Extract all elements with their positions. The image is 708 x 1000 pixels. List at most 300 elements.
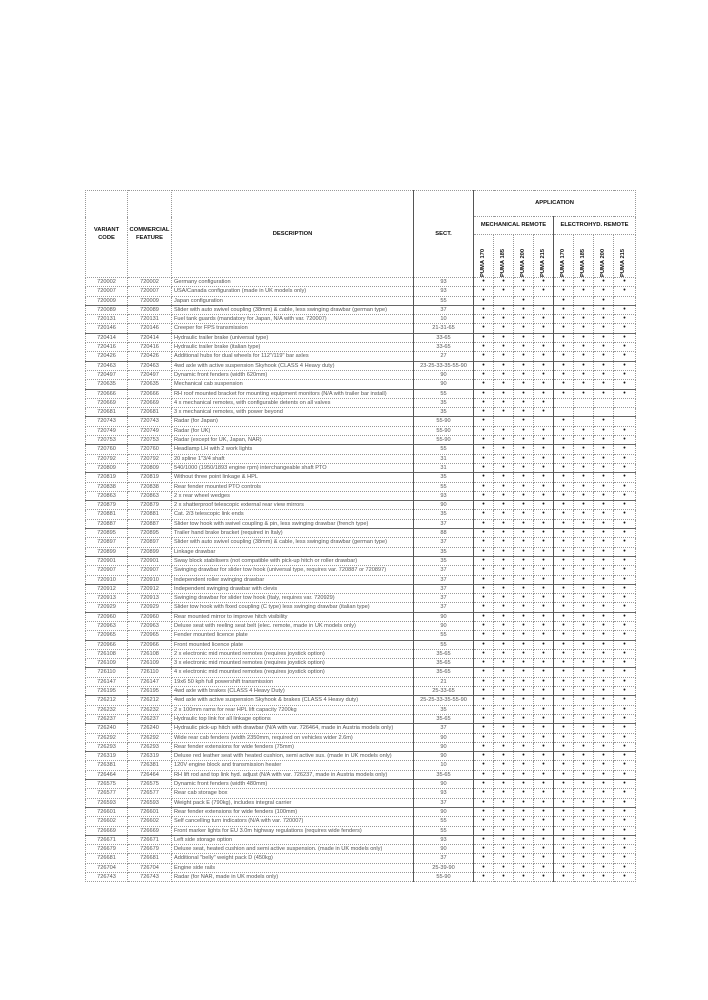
commercial-feature-cell: 720929 bbox=[128, 603, 172, 612]
application-cell: • bbox=[574, 278, 594, 287]
application-cell: • bbox=[514, 519, 534, 528]
application-cell: • bbox=[574, 361, 594, 370]
application-cell: • bbox=[534, 696, 554, 705]
application-cell: • bbox=[614, 380, 636, 389]
description-cell: Radar (except for UK, Japan, NAR) bbox=[172, 436, 414, 445]
sect-cell: 35 bbox=[414, 556, 474, 565]
application-cell: • bbox=[534, 705, 554, 714]
application-cell: • bbox=[494, 380, 514, 389]
application-cell: • bbox=[494, 408, 514, 417]
application-cell: • bbox=[554, 389, 574, 398]
application-cell: • bbox=[474, 621, 494, 630]
table-row bbox=[86, 640, 636, 649]
table-row bbox=[86, 659, 636, 668]
sect-cell: 35-65 bbox=[414, 649, 474, 658]
commercial-feature-cell: 720963 bbox=[128, 621, 172, 630]
application-cell: • bbox=[594, 445, 614, 454]
application-cell: • bbox=[614, 696, 636, 705]
application-cell: • bbox=[514, 714, 534, 723]
table-row bbox=[86, 296, 636, 305]
application-cell: • bbox=[594, 370, 614, 379]
header-variant-code: VARIANT CODE bbox=[86, 191, 128, 278]
application-cell: • bbox=[514, 501, 534, 510]
sect-cell: 33-65 bbox=[414, 343, 474, 352]
variant-code-cell: 720895 bbox=[86, 529, 128, 538]
application-cell: • bbox=[494, 603, 514, 612]
application-cell: • bbox=[514, 631, 534, 640]
sect-cell: 37 bbox=[414, 594, 474, 603]
application-cell: • bbox=[554, 733, 574, 742]
table-row bbox=[86, 352, 636, 361]
table-row bbox=[86, 519, 636, 528]
table-row bbox=[86, 566, 636, 575]
application-cell: • bbox=[534, 315, 554, 324]
description-cell: Front mounted licence plate bbox=[172, 640, 414, 649]
application-cell: • bbox=[594, 863, 614, 872]
table-row bbox=[86, 631, 636, 640]
application-cell: • bbox=[514, 380, 534, 389]
sect-cell: 90 bbox=[414, 380, 474, 389]
application-cell: • bbox=[534, 566, 554, 575]
application-cell: • bbox=[494, 547, 514, 556]
application-cell: • bbox=[514, 687, 534, 696]
application-cell: • bbox=[474, 705, 494, 714]
application-cell: • bbox=[474, 324, 494, 333]
application-cell: • bbox=[534, 482, 554, 491]
application-cell: • bbox=[594, 305, 614, 314]
table-row bbox=[86, 398, 636, 407]
description-cell: USA/Canada configuration (made in UK models only) bbox=[172, 287, 414, 296]
application-cell: • bbox=[554, 501, 574, 510]
sect-cell: 35 bbox=[414, 408, 474, 417]
application-cell: • bbox=[574, 714, 594, 723]
variant-code-cell: 720089 bbox=[86, 305, 128, 314]
variant-application-table bbox=[85, 190, 636, 882]
variant-code-cell: 720002 bbox=[86, 278, 128, 287]
description-cell: 20 spline 1"3/4 shaft bbox=[172, 454, 414, 463]
sect-cell: 37 bbox=[414, 724, 474, 733]
variant-code-cell: 720635 bbox=[86, 380, 128, 389]
application-cell: • bbox=[554, 315, 574, 324]
application-cell: • bbox=[574, 640, 594, 649]
description-cell: 4wd axle with active suspension Skyhook (CLASS 4 Heavy duty) bbox=[172, 361, 414, 370]
application-cell: • bbox=[574, 603, 594, 612]
application-cell: • bbox=[614, 519, 636, 528]
description-cell: 2 x 100mm rams for rear HPL lift capacity 7200kg bbox=[172, 705, 414, 714]
variant-code-cell: 726602 bbox=[86, 817, 128, 826]
application-cell: • bbox=[514, 538, 534, 547]
application-cell: • bbox=[554, 436, 574, 445]
application-cell: • bbox=[554, 333, 574, 342]
description-cell: Slider tow hook with swivel coupling & pin, less swinging drawbar (french type) bbox=[172, 519, 414, 528]
application-cell: • bbox=[494, 677, 514, 686]
application-cell: • bbox=[534, 287, 554, 296]
application-cell: • bbox=[474, 333, 494, 342]
commercial-feature-cell: 726212 bbox=[128, 696, 172, 705]
commercial-feature-cell: 720895 bbox=[128, 529, 172, 538]
application-cell: • bbox=[554, 296, 574, 305]
application-cell: • bbox=[594, 417, 614, 426]
application-cell: • bbox=[534, 621, 554, 630]
sect-cell: 55 bbox=[414, 631, 474, 640]
application-cell: • bbox=[514, 668, 534, 677]
sect-cell: 55 bbox=[414, 445, 474, 454]
commercial-feature-cell: 720887 bbox=[128, 519, 172, 528]
application-cell: • bbox=[554, 854, 574, 863]
variant-code-cell: 720965 bbox=[86, 631, 128, 640]
application-cell: • bbox=[534, 333, 554, 342]
description-cell: Weight pack E (790kg), includes integral carrier bbox=[172, 798, 414, 807]
application-cell: • bbox=[474, 845, 494, 854]
application-cell: • bbox=[574, 315, 594, 324]
header-application: APPLICATION bbox=[474, 191, 636, 217]
application-cell: • bbox=[474, 807, 494, 816]
application-cell: • bbox=[494, 761, 514, 770]
sect-cell: 21-31-65 bbox=[414, 324, 474, 333]
commercial-feature-cell: 726671 bbox=[128, 835, 172, 844]
application-cell: • bbox=[514, 361, 534, 370]
description-cell: Fender mounted licence plate bbox=[172, 631, 414, 640]
sect-cell: 90 bbox=[414, 501, 474, 510]
application-cell: • bbox=[534, 807, 554, 816]
commercial-feature-cell: 720681 bbox=[128, 408, 172, 417]
commercial-feature-cell: 720635 bbox=[128, 380, 172, 389]
application-cell: • bbox=[494, 631, 514, 640]
application-cell: • bbox=[534, 603, 554, 612]
sect-cell: 37 bbox=[414, 854, 474, 863]
table-row bbox=[86, 501, 636, 510]
application-cell: • bbox=[474, 566, 494, 575]
application-cell: • bbox=[534, 835, 554, 844]
commercial-feature-cell: 720897 bbox=[128, 538, 172, 547]
application-cell: • bbox=[534, 789, 554, 798]
commercial-feature-cell: 726240 bbox=[128, 724, 172, 733]
application-cell: • bbox=[614, 594, 636, 603]
commercial-feature-cell: 720146 bbox=[128, 324, 172, 333]
application-cell: • bbox=[514, 491, 534, 500]
sect-cell: 55-90 bbox=[414, 436, 474, 445]
description-cell: Trailer hand brake bracket (required in Italy) bbox=[172, 529, 414, 538]
description-cell: 19x6 50 kph full powershift transmission bbox=[172, 677, 414, 686]
header-model bbox=[474, 235, 494, 278]
commercial-feature-cell: 720907 bbox=[128, 566, 172, 575]
variant-code-cell: 726681 bbox=[86, 854, 128, 863]
sect-cell: 90 bbox=[414, 780, 474, 789]
sect-cell: 90 bbox=[414, 370, 474, 379]
application-cell: • bbox=[474, 287, 494, 296]
application-cell: • bbox=[514, 463, 534, 472]
application-cell: • bbox=[594, 594, 614, 603]
application-cell: • bbox=[614, 770, 636, 779]
application-cell: • bbox=[614, 621, 636, 630]
application-cell: • bbox=[574, 463, 594, 472]
table-row bbox=[86, 705, 636, 714]
table-row bbox=[86, 361, 636, 370]
application-cell: • bbox=[574, 352, 594, 361]
description-cell: Headlamp LH with 2 work lights bbox=[172, 445, 414, 454]
sect-cell: 35-65 bbox=[414, 770, 474, 779]
application-cell: • bbox=[474, 426, 494, 435]
application-cell: • bbox=[614, 640, 636, 649]
application-cell: • bbox=[574, 575, 594, 584]
application-cell: • bbox=[494, 501, 514, 510]
sect-cell: 88 bbox=[414, 529, 474, 538]
application-cell: • bbox=[574, 305, 594, 314]
application-cell: • bbox=[494, 742, 514, 751]
application-cell: • bbox=[574, 370, 594, 379]
description-cell: Front marker lights for EU 3.0m highway regulations (requires wide fenders) bbox=[172, 826, 414, 835]
application-cell: • bbox=[594, 519, 614, 528]
sect-cell: 55 bbox=[414, 296, 474, 305]
commercial-feature-cell: 720131 bbox=[128, 315, 172, 324]
application-cell: • bbox=[554, 761, 574, 770]
application-cell: • bbox=[574, 547, 594, 556]
application-cell: • bbox=[514, 445, 534, 454]
sect-cell: 37 bbox=[414, 575, 474, 584]
application-cell: • bbox=[494, 538, 514, 547]
application-cell: • bbox=[494, 352, 514, 361]
application-cell bbox=[574, 398, 594, 407]
application-cell: • bbox=[554, 352, 574, 361]
application-cell: • bbox=[594, 510, 614, 519]
application-cell: • bbox=[574, 873, 594, 882]
model-label: PUMA 185 bbox=[580, 248, 586, 277]
table-row bbox=[86, 491, 636, 500]
variant-code-cell: 726319 bbox=[86, 752, 128, 761]
application-cell: • bbox=[494, 854, 514, 863]
commercial-feature-cell: 726319 bbox=[128, 752, 172, 761]
application-cell: • bbox=[474, 780, 494, 789]
table-row bbox=[86, 324, 636, 333]
application-cell: • bbox=[614, 668, 636, 677]
application-cell: • bbox=[494, 398, 514, 407]
application-cell: • bbox=[614, 780, 636, 789]
application-cell: • bbox=[614, 575, 636, 584]
application-cell: • bbox=[514, 398, 534, 407]
application-cell: • bbox=[534, 556, 554, 565]
sect-cell: 55 bbox=[414, 826, 474, 835]
application-cell: • bbox=[614, 454, 636, 463]
application-cell: • bbox=[614, 789, 636, 798]
application-cell: • bbox=[594, 640, 614, 649]
description-cell: RH roof mounted bracket for mounting equipment monitors (N/A with trailer bar install) bbox=[172, 389, 414, 398]
application-cell: • bbox=[594, 612, 614, 621]
application-cell: • bbox=[474, 491, 494, 500]
application-cell bbox=[594, 398, 614, 407]
application-cell: • bbox=[534, 826, 554, 835]
application-cell: • bbox=[514, 389, 534, 398]
description-cell: Left side storage option bbox=[172, 835, 414, 844]
application-cell: • bbox=[494, 361, 514, 370]
commercial-feature-cell: 720007 bbox=[128, 287, 172, 296]
application-cell: • bbox=[514, 798, 534, 807]
application-cell: • bbox=[474, 454, 494, 463]
application-cell: • bbox=[494, 733, 514, 742]
application-cell: • bbox=[594, 705, 614, 714]
application-cell: • bbox=[614, 649, 636, 658]
application-cell: • bbox=[574, 324, 594, 333]
application-cell: • bbox=[614, 584, 636, 593]
application-cell: • bbox=[614, 426, 636, 435]
application-cell: • bbox=[474, 501, 494, 510]
application-cell: • bbox=[474, 473, 494, 482]
application-cell: • bbox=[574, 519, 594, 528]
application-cell: • bbox=[474, 482, 494, 491]
sect-cell: 37 bbox=[414, 305, 474, 314]
description-cell: 3 x mechanical remotes, with power beyond bbox=[172, 408, 414, 417]
application-cell: • bbox=[554, 742, 574, 751]
application-cell: • bbox=[474, 826, 494, 835]
application-cell: • bbox=[614, 501, 636, 510]
application-cell: • bbox=[594, 780, 614, 789]
application-cell: • bbox=[554, 584, 574, 593]
application-cell: • bbox=[574, 798, 594, 807]
application-cell bbox=[534, 296, 554, 305]
sect-cell: 10 bbox=[414, 761, 474, 770]
sect-cell: 90 bbox=[414, 612, 474, 621]
sect-cell: 90 bbox=[414, 733, 474, 742]
application-cell: • bbox=[494, 835, 514, 844]
application-cell: • bbox=[474, 361, 494, 370]
table-row bbox=[86, 873, 636, 882]
application-cell: • bbox=[574, 333, 594, 342]
description-cell: Rear fender extensions for wide fenders (75mm) bbox=[172, 742, 414, 751]
application-cell: • bbox=[534, 463, 554, 472]
commercial-feature-cell: 726147 bbox=[128, 677, 172, 686]
commercial-feature-cell: 720910 bbox=[128, 575, 172, 584]
description-cell: Hydraulic trailer brake (universal type) bbox=[172, 333, 414, 342]
table-row bbox=[86, 780, 636, 789]
application-cell: • bbox=[614, 510, 636, 519]
application-cell: • bbox=[614, 529, 636, 538]
application-cell: • bbox=[594, 380, 614, 389]
application-cell: • bbox=[574, 724, 594, 733]
table-row bbox=[86, 529, 636, 538]
commercial-feature-cell: 726237 bbox=[128, 714, 172, 723]
application-cell: • bbox=[534, 733, 554, 742]
application-cell: • bbox=[554, 556, 574, 565]
commercial-feature-cell: 726109 bbox=[128, 659, 172, 668]
application-cell: • bbox=[594, 566, 614, 575]
application-cell: • bbox=[494, 454, 514, 463]
description-cell: 2 x electronic mid mounted remotes (requires joystick option) bbox=[172, 649, 414, 658]
application-cell: • bbox=[514, 278, 534, 287]
variant-code-cell: 726669 bbox=[86, 826, 128, 835]
application-cell: • bbox=[494, 519, 514, 528]
table-row bbox=[86, 687, 636, 696]
commercial-feature-cell: 726704 bbox=[128, 863, 172, 872]
description-cell: Dynamic front fenders (width 620mm) bbox=[172, 370, 414, 379]
description-cell: Rear fender extensions for wide fenders (100mm) bbox=[172, 807, 414, 816]
application-cell: • bbox=[514, 789, 534, 798]
application-cell: • bbox=[534, 501, 554, 510]
header-group-mechanical: MECHANICAL REMOTE bbox=[474, 217, 554, 235]
application-cell: • bbox=[514, 547, 534, 556]
variant-code-cell: 726232 bbox=[86, 705, 128, 714]
application-cell: • bbox=[534, 584, 554, 593]
application-cell: • bbox=[514, 315, 534, 324]
application-cell: • bbox=[514, 780, 534, 789]
application-cell: • bbox=[554, 278, 574, 287]
application-cell: • bbox=[534, 510, 554, 519]
commercial-feature-cell: 726577 bbox=[128, 789, 172, 798]
application-cell: • bbox=[534, 714, 554, 723]
application-cell: • bbox=[614, 863, 636, 872]
application-cell: • bbox=[474, 584, 494, 593]
application-cell: • bbox=[494, 575, 514, 584]
application-cell: • bbox=[554, 547, 574, 556]
application-cell: • bbox=[494, 491, 514, 500]
variant-code-cell: 720753 bbox=[86, 436, 128, 445]
application-cell: • bbox=[474, 854, 494, 863]
application-cell: • bbox=[594, 324, 614, 333]
sect-cell: 35 bbox=[414, 705, 474, 714]
variant-code-cell: 720426 bbox=[86, 352, 128, 361]
application-cell: • bbox=[514, 752, 534, 761]
application-cell: • bbox=[474, 761, 494, 770]
application-cell: • bbox=[514, 733, 534, 742]
table-row bbox=[86, 770, 636, 779]
application-cell: • bbox=[474, 603, 494, 612]
description-cell: Deluxe red leather seat with heated cushion, semi active sus. (made in UK models only) bbox=[172, 752, 414, 761]
application-cell: • bbox=[614, 798, 636, 807]
application-cell: • bbox=[614, 873, 636, 882]
application-cell: • bbox=[574, 287, 594, 296]
sect-cell: 37 bbox=[414, 519, 474, 528]
application-cell: • bbox=[494, 315, 514, 324]
application-cell: • bbox=[594, 873, 614, 882]
table-row bbox=[86, 436, 636, 445]
application-cell: • bbox=[534, 324, 554, 333]
application-cell: • bbox=[474, 398, 494, 407]
application-cell: • bbox=[534, 519, 554, 528]
application-cell: • bbox=[514, 854, 534, 863]
application-cell: • bbox=[574, 556, 594, 565]
application-cell: • bbox=[594, 733, 614, 742]
variant-code-cell: 720146 bbox=[86, 324, 128, 333]
application-cell: • bbox=[614, 278, 636, 287]
variant-code-cell: 720929 bbox=[86, 603, 128, 612]
application-cell bbox=[574, 417, 594, 426]
application-cell: • bbox=[574, 789, 594, 798]
application-cell: • bbox=[474, 594, 494, 603]
sect-cell: 35-65 bbox=[414, 714, 474, 723]
application-cell: • bbox=[594, 556, 614, 565]
application-cell: • bbox=[474, 436, 494, 445]
table-row bbox=[86, 370, 636, 379]
commercial-feature-cell: 720792 bbox=[128, 454, 172, 463]
application-cell: • bbox=[614, 566, 636, 575]
variant-code-cell: 720463 bbox=[86, 361, 128, 370]
variant-code-cell: 720009 bbox=[86, 296, 128, 305]
variant-code-cell: 726601 bbox=[86, 807, 128, 816]
application-cell: • bbox=[534, 724, 554, 733]
application-cell: • bbox=[594, 473, 614, 482]
variant-code-cell: 720960 bbox=[86, 612, 128, 621]
description-cell: 4wd axle with active suspension Skyhook & brakes (CLASS 4 Heavy duty) bbox=[172, 696, 414, 705]
application-cell: • bbox=[494, 724, 514, 733]
variant-code-cell: 720913 bbox=[86, 594, 128, 603]
description-cell: 2 x shatterproof telescopic external rear view mirrors bbox=[172, 501, 414, 510]
application-cell: • bbox=[514, 296, 534, 305]
application-cell: • bbox=[594, 742, 614, 751]
application-cell: • bbox=[554, 714, 574, 723]
variant-code-cell: 720887 bbox=[86, 519, 128, 528]
variant-code-cell: 720907 bbox=[86, 566, 128, 575]
table-row bbox=[86, 863, 636, 872]
application-cell: • bbox=[534, 631, 554, 640]
table-row bbox=[86, 621, 636, 630]
